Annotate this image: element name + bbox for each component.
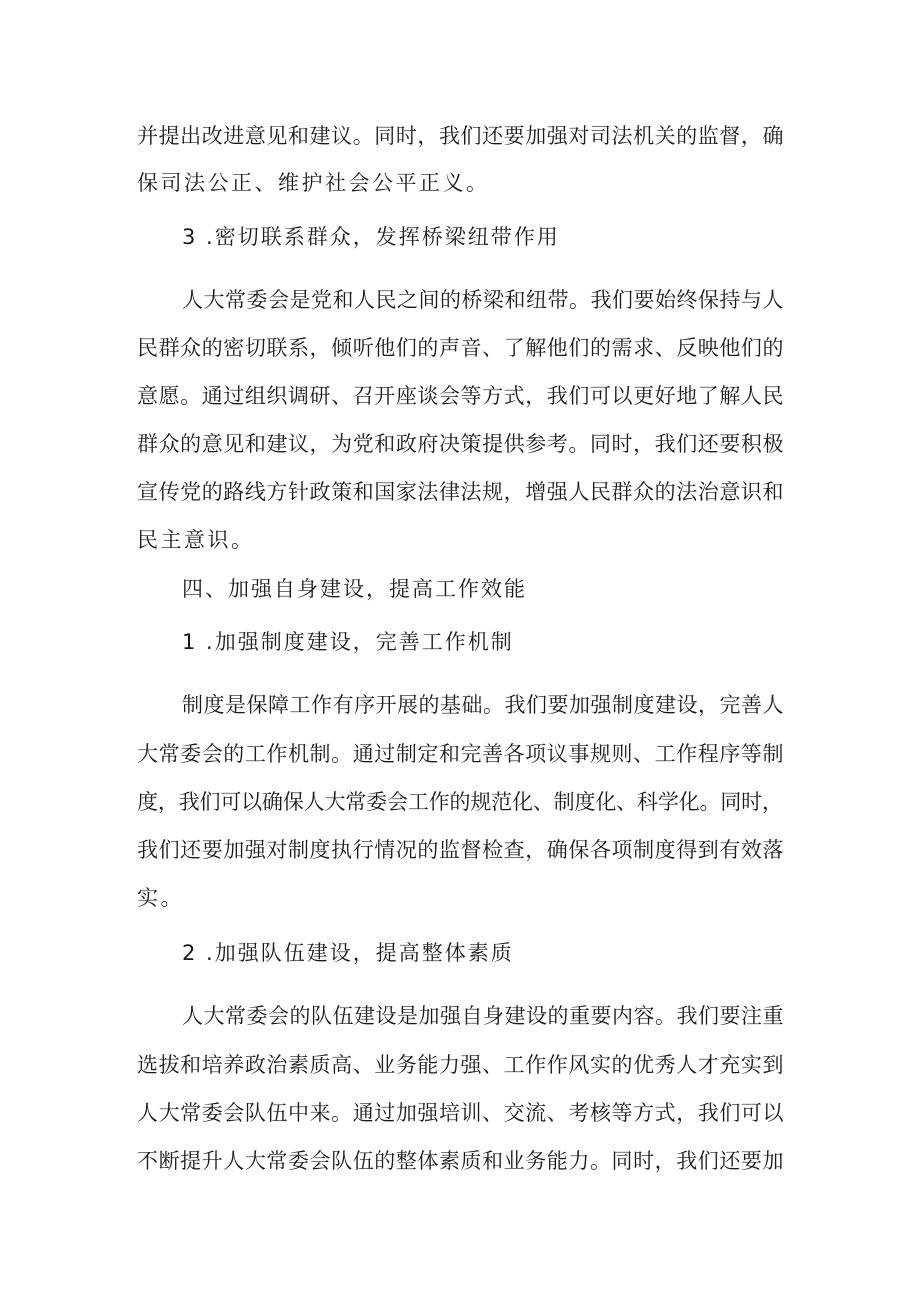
section-heading: 2 .加强队伍建设，提高整体素质: [182, 941, 514, 965]
body-text-line: 群众的意见和建议，为党和政府决策提供参考。同时，我们还要积极: [137, 432, 785, 456]
body-text-line: 实。: [137, 886, 184, 910]
body-text-line: 保司法公正、维护社会公平正义。: [137, 171, 490, 195]
body-text-line: 我们还要加强对制度执行情况的监督检查，确保各项制度得到有效落: [137, 838, 785, 862]
body-text-line: 不断提升人大常委会队伍的整体素质和业务能力。同时，我们还要加: [137, 1149, 785, 1173]
paragraph-first-line: 制度是保障工作有序开展的基础。我们要加强制度建设，完善人: [182, 693, 784, 717]
body-text-line: 并提出改进意见和建议。同时，我们还要加强对司法机关的监督，确: [137, 124, 785, 148]
body-text-line: 人大常委会队伍中来。通过加强培训、交流、考核等方式，我们可以: [137, 1101, 785, 1125]
body-text-line: 民群众的密切联系，倾听他们的声音、了解他们的需求、反映他们的: [137, 336, 785, 360]
section-heading: 1 .加强制度建设，完善工作机制: [182, 630, 514, 654]
paragraph-first-line: 人大常委会是党和人民之间的桥梁和纽带。我们要始终保持与人: [182, 288, 784, 312]
body-text-line: 意愿。通过组织调研、召开座谈会等方式，我们可以更好地了解人民: [137, 384, 785, 408]
paragraph-first-line: 人大常委会的队伍建设是加强自身建设的重要内容。我们要注重: [182, 1004, 784, 1028]
body-text-line: 民主意识。: [137, 528, 255, 552]
body-text-line: 大常委会的工作机制。通过制定和完善各项议事规则、工作程序等制: [137, 742, 785, 766]
body-text-line: 选拔和培养政治素质高、业务能力强、工作作风实的优秀人才充实到: [137, 1053, 785, 1077]
section-heading: 3 .密切联系群众，发挥桥梁纽带作用: [182, 225, 560, 249]
body-text-line: 宣传党的路线方针政策和国家法律法规，增强人民群众的法治意识和: [137, 480, 785, 504]
body-text-line: 度，我们可以确保人大常委会工作的规范化、制度化、科学化。同时，: [137, 790, 783, 814]
chapter-heading: 四、加强自身建设，提高工作效能: [182, 577, 527, 601]
